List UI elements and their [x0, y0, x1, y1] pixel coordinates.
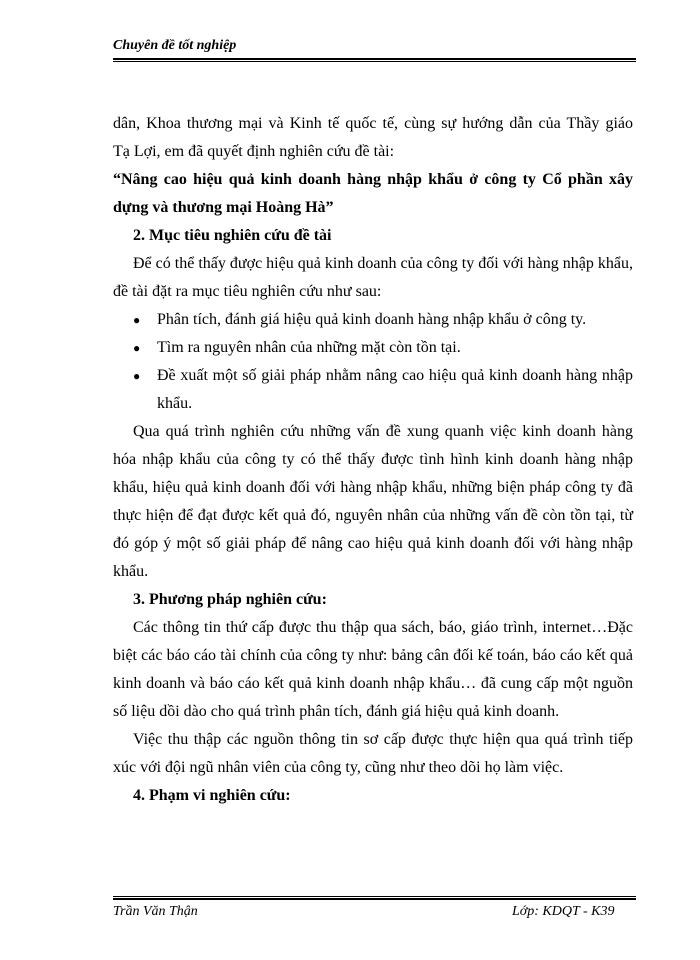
list-item: [113, 306, 633, 334]
document-body: [113, 110, 633, 810]
list-item-text: Đề xuất một số giải pháp nhằm nâng cao hiệu quả kinh doanh hàng nhập khẩu.: [157, 367, 633, 412]
header-divider: [113, 58, 636, 60]
objectives-list: [113, 306, 633, 418]
list-item-text: Tìm ra nguyên nhân của những mặt còn tồn tại.: [157, 339, 461, 356]
page-header-title: Chuyên đề tốt nghiệp: [113, 38, 237, 53]
footer-class-label: Lớp: KDQT - K39: [512, 904, 615, 919]
section-2-heading: 2. Mục tiêu nghiên cứu đề tài: [133, 227, 332, 244]
footer-divider: [113, 898, 636, 900]
bullet-icon: ●: [133, 313, 141, 327]
list-item: [113, 362, 633, 418]
section-2-paragraph: Để có thể thấy được hiệu quả kinh doanh của công ty đối với hàng nhập khẩu, đề tài đặt ra mục tiêu nghiên cứu như sau:: [113, 255, 633, 300]
footer-divider-thin: [113, 896, 636, 897]
intro-line-1: dân, Khoa thương mại và Kinh tế quốc tế, cùng sự hướng dẫn của Thầy giáo: [113, 115, 633, 132]
section-3-heading: 3. Phương pháp nghiên cứu:: [133, 591, 327, 608]
section-3-paragraph-2: Việc thu thập các nguồn thông tin sơ cấp được thực hiện qua quá trình tiếp xúc với đội ngũ nhân viên của công ty, cũng như theo dõi họ làm việc.: [113, 731, 633, 776]
header-divider-thin: [113, 61, 636, 62]
bullet-icon: ●: [133, 369, 141, 383]
intro-line-2: Tạ Lợi, em đã quyết định nghiên cứu đề tài:: [113, 143, 395, 160]
section-3-paragraph-1: Các thông tin thứ cấp được thu thập qua sách, báo, giáo trình, internet…Đặc biệt các báo cáo tài chính của công ty như: bảng cân đối kế toán, báo cáo kết quả kinh doanh và báo cáo kết quả kinh doanh nhập khẩu… đã cung cấp một nguồn số liệu dồi dào cho quá trình phân tích, đánh giá hiệu quả kinh doanh.: [113, 619, 633, 720]
topic-title: “Nâng cao hiệu quả kinh doanh hàng nhập khẩu ở công ty Cổ phần xây dựng và thương mại Hoàng Hà”: [113, 171, 633, 216]
footer-author: Trần Văn Thận: [113, 904, 198, 919]
section-2-paragraph-2: Qua quá trình nghiên cứu những vấn đề xung quanh việc kinh doanh hàng hóa nhập khẩu của công ty có thể thấy được tình hình kinh doanh hàng nhập khẩu, hiệu quả kinh doanh đối với hàng nhập khẩu, những biện pháp công ty đã thực hiện để đạt được kết quả đó, nguyên nhân của những vấn đề còn tồn tại, từ đó góp ý một số giải pháp để nâng cao hiệu quả kinh doanh đối với hàng nhập khẩu.: [113, 423, 633, 580]
list-item: [113, 334, 633, 362]
list-item-text: Phân tích, đánh giá hiệu quả kinh doanh hàng nhập khẩu ở công ty.: [157, 311, 587, 328]
bullet-icon: ●: [133, 341, 141, 355]
section-4-heading: 4. Phạm vi nghiên cứu:: [133, 787, 291, 804]
